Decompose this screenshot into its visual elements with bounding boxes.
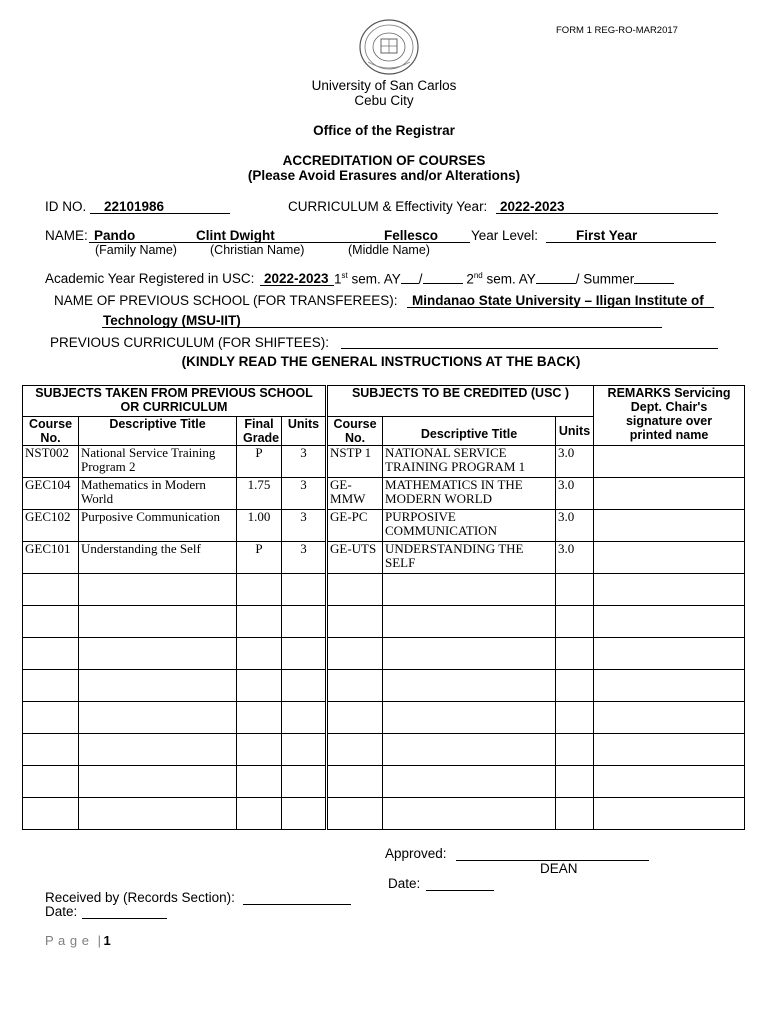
col-final-grade: Final Grade xyxy=(237,417,282,446)
usc-course-no-cell[interactable] xyxy=(327,734,383,766)
final-grade-cell[interactable]: 1.00 xyxy=(237,510,282,542)
courses-table xyxy=(22,385,745,830)
units-cell[interactable] xyxy=(282,798,327,830)
christian-name-value[interactable]: Clint Dwight xyxy=(196,228,275,243)
prev-course-no-cell[interactable] xyxy=(23,766,79,798)
prev-course-no-cell[interactable]: GEC101 xyxy=(23,542,79,574)
usc-units-cell[interactable] xyxy=(556,702,594,734)
usc-descriptive-title-cell[interactable]: PURPOSIVE COMMUNICATION xyxy=(383,510,556,542)
previous-curriculum-label: PREVIOUS CURRICULUM (FOR SHIFTEES): xyxy=(50,335,330,350)
final-grade-cell[interactable] xyxy=(237,670,282,702)
usc-units-cell[interactable] xyxy=(556,574,594,606)
usc-units-cell[interactable] xyxy=(556,606,594,638)
final-grade-cell[interactable]: P xyxy=(237,446,282,478)
second-sem-number: 2 xyxy=(466,271,474,287)
prev-course-no-cell[interactable] xyxy=(23,638,79,670)
university-name: University of San Carlos xyxy=(311,78,457,93)
prev-course-no-cell[interactable]: NST002 xyxy=(23,446,79,478)
remarks-cell[interactable] xyxy=(594,638,745,670)
usc-descriptive-title-cell[interactable] xyxy=(383,638,556,670)
units-cell[interactable] xyxy=(282,734,327,766)
remarks-cell[interactable] xyxy=(594,606,745,638)
usc-units-cell[interactable] xyxy=(556,638,594,670)
summer-label: / Summer xyxy=(575,271,635,287)
usc-descriptive-title-cell[interactable]: MATHEMATICS IN THE MODERN WORLD xyxy=(383,478,556,510)
prev-course-no-cell[interactable] xyxy=(23,702,79,734)
col-descriptive-title-usc: Descriptive Title xyxy=(383,417,556,446)
final-grade-cell[interactable] xyxy=(237,734,282,766)
first-sem-number: 1 xyxy=(334,271,342,287)
prev-course-no-cell[interactable] xyxy=(23,798,79,830)
final-grade-cell[interactable] xyxy=(237,606,282,638)
usc-units-cell[interactable]: 3.0 xyxy=(556,510,594,542)
name-label: NAME: xyxy=(45,228,88,243)
usc-descriptive-title-cell[interactable] xyxy=(383,606,556,638)
units-cell[interactable] xyxy=(282,606,327,638)
christian-name-caption: (Christian Name) xyxy=(210,243,305,257)
usc-course-no-cell[interactable]: GE-UTS xyxy=(327,542,383,574)
table-row xyxy=(23,798,745,830)
approved-label: Approved: xyxy=(385,846,447,861)
family-name-value[interactable]: Pando xyxy=(94,228,136,243)
remarks-cell[interactable] xyxy=(594,542,745,574)
units-cell[interactable] xyxy=(282,702,327,734)
page-label: P a g e xyxy=(45,933,90,948)
usc-course-no-cell[interactable] xyxy=(327,798,383,830)
usc-units-cell[interactable]: 3.0 xyxy=(556,478,594,510)
usc-descriptive-title-cell[interactable] xyxy=(383,734,556,766)
previous-subjects-group-header: SUBJECTS TAKEN FROM PREVIOUS SCHOOL OR CURRICULUM xyxy=(23,386,327,417)
prev-descriptive-title-cell[interactable] xyxy=(79,670,237,702)
usc-course-no-cell[interactable] xyxy=(327,574,383,606)
form-subtitle: (Please Avoid Erasures and/or Alterations) xyxy=(247,168,521,183)
remarks-cell[interactable] xyxy=(594,798,745,830)
page-number: 1 xyxy=(103,933,112,948)
prev-descriptive-title-cell[interactable] xyxy=(79,734,237,766)
units-cell[interactable] xyxy=(282,638,327,670)
id-value[interactable]: 22101986 xyxy=(104,199,165,214)
page-footer xyxy=(45,933,111,948)
final-grade-cell[interactable]: 1.75 xyxy=(237,478,282,510)
usc-course-no-cell[interactable] xyxy=(327,606,383,638)
usc-course-no-cell[interactable]: GE-MMW xyxy=(327,478,383,510)
col-units: Units xyxy=(282,417,327,446)
table-row xyxy=(23,542,745,574)
usc-course-no-cell[interactable] xyxy=(327,638,383,670)
units-cell[interactable]: 3 xyxy=(282,446,327,478)
prev-descriptive-title-cell[interactable]: Understanding the Self xyxy=(79,542,237,574)
dean-label: DEAN xyxy=(540,861,578,876)
curriculum-label: CURRICULUM & Effectivity Year: xyxy=(288,199,488,214)
col-descriptive-title: Descriptive Title xyxy=(79,417,237,446)
first-sem-suffix: st xyxy=(341,271,348,280)
usc-descriptive-title-cell[interactable]: NATIONAL SERVICE TRAINING PROGRAM 1 xyxy=(383,446,556,478)
prev-course-no-cell[interactable]: GEC102 xyxy=(23,510,79,542)
usc-subjects-group-header: SUBJECTS TO BE CREDITED (USC ) xyxy=(327,386,594,417)
prev-course-no-cell[interactable]: GEC104 xyxy=(23,478,79,510)
usc-descriptive-title-cell[interactable]: UNDERSTANDING THE SELF xyxy=(383,542,556,574)
usc-course-no-cell[interactable]: NSTP 1 xyxy=(327,446,383,478)
remarks-cell[interactable] xyxy=(594,574,745,606)
units-cell[interactable] xyxy=(282,766,327,798)
usc-units-cell[interactable]: 3.0 xyxy=(556,446,594,478)
received-by-label: Received by (Records Section): xyxy=(45,890,235,905)
second-sem-ay-label: sem. AY xyxy=(486,271,536,287)
prev-descriptive-title-cell[interactable] xyxy=(79,638,237,670)
page-separator: | xyxy=(97,933,102,948)
form-title: ACCREDITATION OF COURSES xyxy=(282,153,486,168)
prev-descriptive-title-cell[interactable] xyxy=(79,574,237,606)
prev-course-no-cell[interactable] xyxy=(23,734,79,766)
prev-descriptive-title-cell[interactable] xyxy=(79,798,237,830)
table-row xyxy=(23,606,745,638)
table-row xyxy=(23,446,745,478)
usc-course-no-cell[interactable] xyxy=(327,670,383,702)
units-cell[interactable] xyxy=(282,574,327,606)
usc-units-cell[interactable] xyxy=(556,670,594,702)
usc-course-no-cell[interactable] xyxy=(327,702,383,734)
remarks-header: REMARKS Servicing Dept. Chair's signature over printed name xyxy=(594,386,745,446)
units-cell[interactable]: 3 xyxy=(282,542,327,574)
units-cell[interactable]: 3 xyxy=(282,510,327,542)
remarks-cell[interactable] xyxy=(594,510,745,542)
semester-line xyxy=(334,271,674,287)
middle-name-caption: (Middle Name) xyxy=(348,243,430,257)
final-grade-cell[interactable]: P xyxy=(237,542,282,574)
final-grade-cell[interactable] xyxy=(237,798,282,830)
usc-descriptive-title-cell[interactable] xyxy=(383,670,556,702)
usc-course-no-cell[interactable] xyxy=(327,766,383,798)
usc-course-no-cell[interactable]: GE-PC xyxy=(327,510,383,542)
table-row xyxy=(23,478,745,510)
usc-units-cell[interactable] xyxy=(556,734,594,766)
remarks-cell[interactable] xyxy=(594,766,745,798)
first-sem-slash: / xyxy=(418,271,423,287)
remarks-cell[interactable] xyxy=(594,478,745,510)
prev-descriptive-title-cell[interactable] xyxy=(79,702,237,734)
remarks-cell[interactable] xyxy=(594,670,745,702)
first-sem-ay-label: sem. AY xyxy=(351,271,401,287)
usc-units-cell[interactable] xyxy=(556,766,594,798)
table-row xyxy=(23,734,745,766)
final-grade-cell[interactable] xyxy=(237,574,282,606)
table-row xyxy=(23,766,745,798)
prev-course-no-cell[interactable] xyxy=(23,606,79,638)
col-course-no: Course No. xyxy=(23,417,79,446)
date-label-approved: Date: xyxy=(388,876,421,891)
curriculum-value[interactable]: 2022-2023 xyxy=(500,199,565,214)
remarks-cell[interactable] xyxy=(594,702,745,734)
prev-descriptive-title-cell[interactable] xyxy=(79,606,237,638)
second-sem-suffix: nd xyxy=(473,271,483,280)
usc-descriptive-title-cell[interactable] xyxy=(383,766,556,798)
usc-descriptive-title-cell[interactable] xyxy=(383,702,556,734)
prev-course-no-cell[interactable] xyxy=(23,670,79,702)
remarks-cell[interactable] xyxy=(594,734,745,766)
prev-descriptive-title-cell[interactable]: Mathematics in Modern World xyxy=(79,478,237,510)
table-row xyxy=(23,638,745,670)
units-cell[interactable] xyxy=(282,670,327,702)
previous-school-value-line2[interactable]: Technology (MSU-IIT) xyxy=(103,313,241,328)
prev-course-no-cell[interactable] xyxy=(23,574,79,606)
table-row xyxy=(23,702,745,734)
final-grade-cell[interactable] xyxy=(237,766,282,798)
year-level-label: Year Level: xyxy=(471,228,539,243)
usc-units-cell[interactable] xyxy=(556,798,594,830)
prev-descriptive-title-cell[interactable]: Purposive Communication xyxy=(79,510,237,542)
office-name: Office of the Registrar xyxy=(313,123,455,138)
col-units-usc: Units xyxy=(556,417,594,446)
usc-descriptive-title-cell[interactable] xyxy=(383,574,556,606)
prev-descriptive-title-cell[interactable]: National Service Training Program 2 xyxy=(79,446,237,478)
table-row xyxy=(23,574,745,606)
final-grade-cell[interactable] xyxy=(237,638,282,670)
form-code: FORM 1 REG-RO-MAR2017 xyxy=(556,25,678,36)
previous-school-value-line1[interactable]: Mindanao State University – Iligan Institute of xyxy=(412,293,704,308)
middle-name-value[interactable]: Fellesco xyxy=(384,228,439,243)
final-grade-cell[interactable] xyxy=(237,702,282,734)
family-name-caption: (Family Name) xyxy=(95,243,177,257)
table-row xyxy=(23,510,745,542)
id-label: ID NO. xyxy=(45,199,87,214)
year-level-value[interactable]: First Year xyxy=(576,228,638,243)
previous-school-label: NAME OF PREVIOUS SCHOOL (FOR TRANSFEREES): xyxy=(54,293,398,308)
date-label-received: Date: xyxy=(45,904,78,919)
prev-descriptive-title-cell[interactable] xyxy=(79,766,237,798)
academic-year-label: Academic Year Registered in USC: xyxy=(45,271,255,286)
units-cell[interactable]: 3 xyxy=(282,478,327,510)
usc-descriptive-title-cell[interactable] xyxy=(383,798,556,830)
table-row xyxy=(23,670,745,702)
academic-year-value[interactable]: 2022-2023 xyxy=(264,271,329,286)
remarks-cell[interactable] xyxy=(594,446,745,478)
university-seal-icon xyxy=(358,18,420,76)
usc-units-cell[interactable]: 3.0 xyxy=(556,542,594,574)
col-course-no-usc: Course No. xyxy=(327,417,383,446)
instructions-note: (KINDLY READ THE GENERAL INSTRUCTIONS AT THE BACK) xyxy=(181,354,581,369)
city-name: Cebu City xyxy=(354,93,414,108)
